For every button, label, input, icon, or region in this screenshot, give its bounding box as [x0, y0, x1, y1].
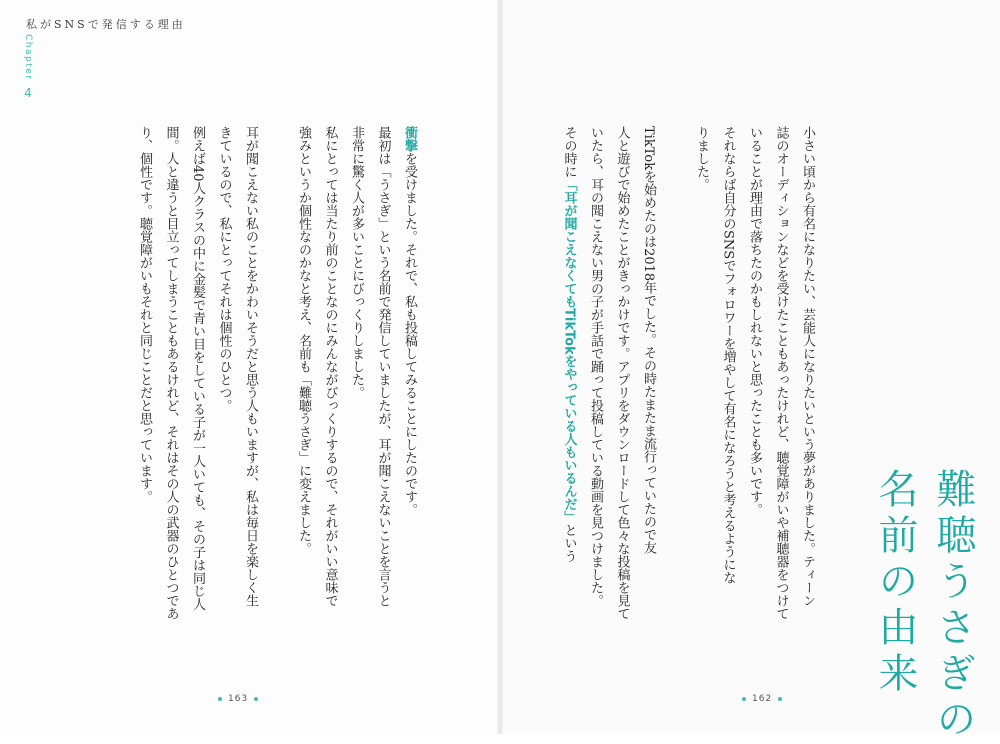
- text-column: [584, 126, 606, 607]
- body-text: 私にとっては当たり前のことなのにみんながびっくりするので、それがいい意味で: [322, 126, 338, 607]
- text-column: [372, 126, 394, 607]
- body-text: TikTokを始めたのは2018年でした。その時たまたま流行っていたので友: [641, 126, 656, 555]
- text-column: [398, 126, 420, 516]
- body-text: 耳が聞こえない私のことをかわいそうだと思う人もいますが、私は毎日を楽しく生: [243, 126, 258, 607]
- book-gutter: [497, 0, 503, 734]
- chapter-title-line: 難聴うさぎの: [930, 468, 976, 744]
- text-column: [743, 126, 765, 516]
- folio-dot-icon: [778, 697, 782, 701]
- highlighted-text: 衝撃: [402, 126, 417, 152]
- text-column: [319, 126, 341, 607]
- body-text: 誌のオーディションなどを受けたこともあったけれど、聴覚障がいや補聴器をつけて: [773, 126, 789, 620]
- body-text: り、個性です。聴覚障がいもそれと同じことだと思っています。: [137, 126, 152, 503]
- body-text: 例えば40人クラスの中に金髪で青い目をしている子が一人いても、その子は同じ人: [190, 126, 205, 611]
- body-text: それならば自分のSNSでフォロワーを増やして有名になろうと考えるようにな: [720, 126, 736, 585]
- text-column: [770, 126, 792, 620]
- body-text: 小さい頃から有名になりたい、芸能人になりたいという夢がありました。ティーン: [800, 126, 815, 607]
- body-text: きているので、私にとってそれは個性のひとつ。: [216, 126, 232, 412]
- page-number: 163: [228, 694, 249, 704]
- left-folio: [212, 694, 264, 704]
- text-column: [239, 126, 261, 607]
- body-text: 最初は「うさぎ」という名前で発信していましたが、耳が聞こえないことを言うと: [375, 126, 391, 607]
- text-column: [796, 126, 818, 607]
- text-column: [345, 126, 367, 399]
- folio-dot-icon: [254, 697, 258, 701]
- body-text: 非常に驚く人が多いことにびっくりしました。: [349, 126, 364, 399]
- right-page: [500, 0, 1000, 744]
- body-text: りました。: [694, 126, 709, 191]
- text-column: [717, 126, 739, 584]
- text-column: [611, 126, 633, 620]
- folio-dot-icon: [742, 697, 746, 701]
- body-text: を受けました。それで、私も投稿してみることにしたのです。: [402, 152, 417, 516]
- left-page: [0, 0, 500, 734]
- body-text: いることが理由で落ちたのかもしれないと思ったことも多いです。: [747, 126, 762, 516]
- body-text: 強みというか個性なのかなと考え、名前も「難聴うさぎ」に変えました。: [296, 126, 311, 555]
- page-number: 162: [752, 694, 773, 704]
- text-column: [186, 126, 208, 611]
- text-column: [690, 126, 712, 191]
- chapter-title-line: 名前の由来: [872, 468, 918, 698]
- chapter-marker: [20, 34, 36, 100]
- body-text: その時に: [561, 126, 577, 178]
- chapter-number: 4: [24, 86, 32, 101]
- chapter-title: [866, 468, 982, 744]
- text-column: [160, 126, 182, 620]
- body-text: 間。人と違うと目立ってしまうこともあるけれど、それはその人の武器のひとつであ: [163, 126, 179, 620]
- text-column: [213, 126, 235, 412]
- text-column: [292, 126, 314, 555]
- body-text: いたら、耳の聞こえない男の子が手話で踊って投稿している動画を見つけました。: [588, 126, 603, 607]
- highlighted-text: 「耳が聞こえなくてもTikTokをやっている人もいるんだ」: [561, 178, 577, 524]
- right-folio: [736, 694, 788, 704]
- text-column: [558, 126, 580, 563]
- text-column: [637, 126, 659, 554]
- body-text: という: [561, 523, 577, 563]
- chapter-label: Chapter: [23, 34, 33, 81]
- running-head: 私がSNSで発信する理由: [26, 18, 186, 31]
- folio-dot-icon: [218, 697, 222, 701]
- text-column: [133, 126, 155, 503]
- body-text: 人と遊びで始めたことがきっかけです。アプリをダウンロードして色々な投稿を見て: [614, 126, 630, 620]
